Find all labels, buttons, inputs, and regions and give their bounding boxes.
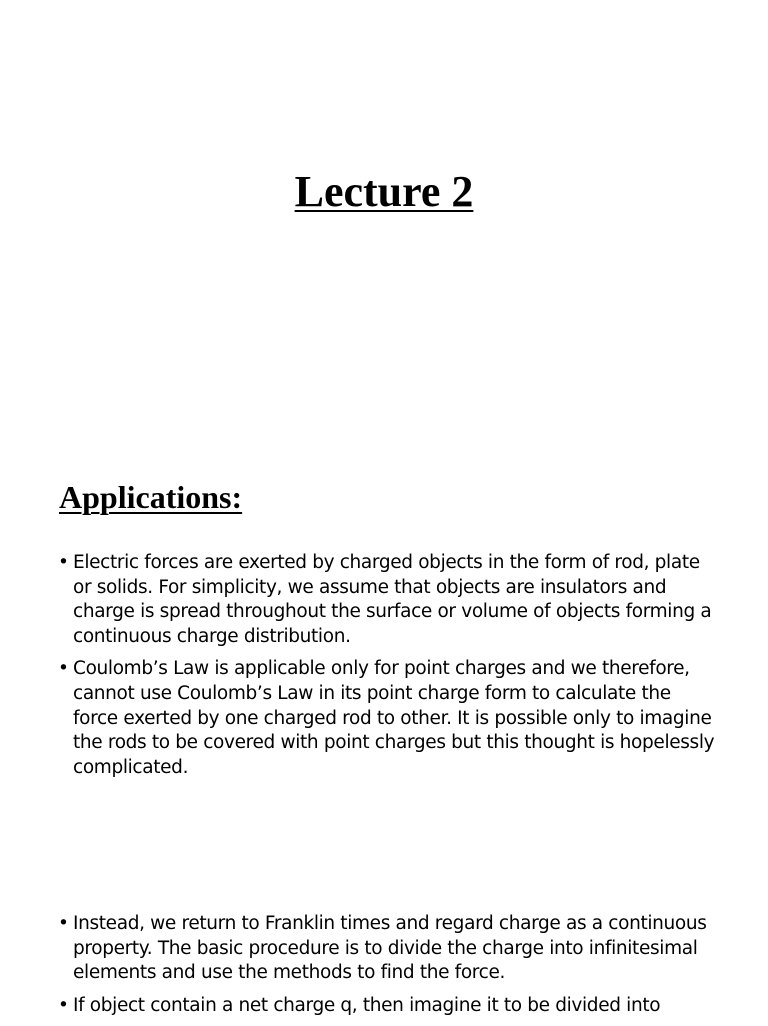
list-item <box>0 912 768 986</box>
bullet-text: Instead, we return to Franklin times and regard charge as a continuous property. The basic procedure is to divide the charge into infinitesimal elements and use the methods to find the force. <box>73 913 707 984</box>
section-heading-applications: Applications: <box>59 479 243 515</box>
bullet-text: Coulomb’s Law is applicable only for point charges and we therefore, cannot use Coulomb’s Law in its point charge form to calculate the force exerted by one charged rod to other. It is possible only to imagine the rods to be covered with point charges but this thought is hopelessly complicated. <box>73 658 715 778</box>
bullet-dot-icon: • <box>58 913 69 934</box>
list-item <box>0 657 768 780</box>
bullet-dot-icon: • <box>58 994 69 1016</box>
bullet-dot-icon: • <box>58 552 69 573</box>
bullet-list-applications <box>0 551 768 788</box>
list-item <box>0 994 768 1019</box>
bullet-text: If object contain a net charge q, then imagine it to be divided into <box>73 994 661 1016</box>
lecture-title: Lecture 2 <box>294 167 474 216</box>
bullet-list-continuous-charge <box>0 912 768 1026</box>
list-item <box>0 551 768 649</box>
bullet-text: Electric forces are exerted by charged objects in the form of rod, plate or solids. For simplicity, we assume that objects are insulators and charge is spread throughout the surface or volume of objects forming a continuous charge distribution. <box>73 552 712 647</box>
bullet-dot-icon: • <box>58 658 69 680</box>
